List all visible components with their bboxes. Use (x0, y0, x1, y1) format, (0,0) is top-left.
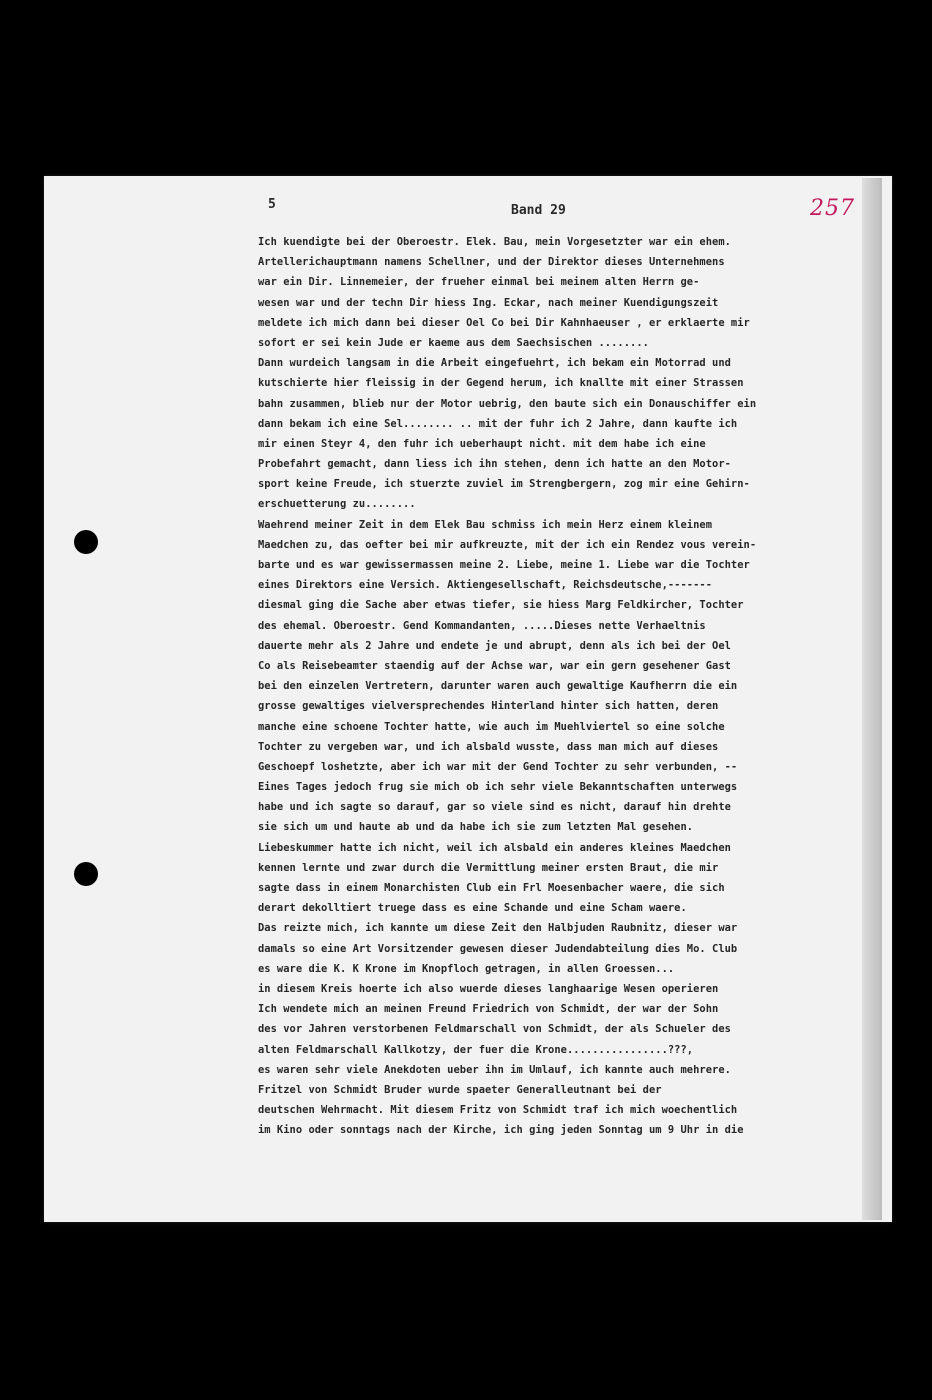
text-line: war ein Dir. Linnemeier, der frueher einmal bei meinem alten Herrn ge- (258, 276, 700, 289)
text-line: bei den einzelen Vertretern, darunter waren auch gewaltige Kaufherrn die ein (258, 680, 738, 693)
text-line: Co als Reisebeamter staendig auf der Achse war, war ein gern gesehener Gast (258, 659, 731, 672)
text-line: derart dekolltiert truege dass es eine Schande und eine Scham waere. (258, 902, 687, 915)
text-line: Das reizte mich, ich kannte um diese Zeit den Halbjuden Raubnitz, dieser war (258, 922, 738, 935)
text-line: Probefahrt gemacht, dann liess ich ihn stehen, denn ich hatte an den Motor- (258, 458, 731, 471)
text-line: Ich kuendigte bei der Oberoestr. Elek. Bau, mein Vorgesetzter war ein ehem. (258, 236, 731, 248)
text-line: Liebeskummer hatte ich nicht, weil ich alsbald ein anderes kleines Maedchen (258, 841, 731, 854)
text-line: manche eine schoene Tochter hatte, wie auch im Muehlviertel so eine solche (258, 720, 725, 733)
text-line: Tochter zu vergeben war, und ich alsbald wusste, dass man mich auf dieses (258, 740, 719, 753)
text-line: Eines Tages jedoch frug sie mich ob ich sehr viele Bekanntschaften unterwegs (258, 781, 738, 794)
text-line: Geschoepf loshetzte, aber ich war mit der Gend Tochter zu sehr verbunden, -- (258, 760, 738, 773)
text-line: sagte dass in einem Monarchisten Club ein Frl Moesenbacher waere, die sich (258, 882, 725, 894)
text-line: sport keine Freude, ich stuerzte zuviel im Strengbergern, zog mir eine Gehirn- (258, 478, 750, 491)
page-number: 5 (268, 197, 276, 212)
text-line: Dann wurdeich langsam in die Arbeit eingefuehrt, ich bekam ein Motorrad und (258, 357, 731, 370)
text-line: barte und es war gewissermassen meine 2. Liebe, meine 1. Liebe war die Tochter (258, 559, 750, 571)
text-line: habe und ich sagte so darauf, gar so viele sind es nicht, darauf hin drehte (258, 801, 731, 814)
text-line: es ware die K. K Krone im Knopfloch getragen, in allen Groessen... (258, 962, 675, 975)
text-line: des ehemal. Oberoestr. Gend Kommandanten, .....Dieses nette Verhaeltnis (258, 619, 706, 632)
text-line: meldete ich mich dann bei dieser Oel Co bei Dir Kahnhaeuser , er erklaerte mir (258, 316, 750, 329)
text-line: bahn zusammen, blieb nur der Motor uebrig, den baute sich ein Donauschiffer ein (258, 397, 757, 410)
text-line: dann bekam ich eine Sel........ .. mit der fuhr ich 2 Jahre, dann kaufte ich (258, 417, 738, 430)
text-line: eines Direktors eine Versich. Aktiengesellschaft, Reichsdeutsche,------- (258, 579, 713, 592)
text-line: im Kino oder sonntags nach der Kirche, ich ging jeden Sonntag um 9 Uhr in die (258, 1124, 744, 1137)
text-line: Artellerichauptmann namens Schellner, und der Direktor dieses Unternehmens (258, 256, 725, 269)
band-label: Band 29 (511, 203, 566, 218)
text-line: des vor Jahren verstorbenen Feldmarschall von Schmidt, der als Schueler des (258, 1023, 731, 1036)
text-line: sie sich um und haute ab und da habe ich sie zum letzten Mal gesehen. (258, 821, 694, 834)
text-line: dauerte mehr als 2 Jahre und endete je und abrupt, denn als ich bei der Oel (258, 639, 731, 652)
text-line: erschuetterung zu........ (258, 498, 416, 511)
text-line: kennen lernte und zwar durch die Vermittlung meiner ersten Braut, die mir (258, 861, 719, 874)
text-line: Maedchen zu, das oefter bei mir aufkreuzte, mit der ich ein Rendez vous verein- (258, 538, 757, 551)
text-line: deutschen Wehrmacht. Mit diesem Fritz von Schmidt traf ich mich woechentlich (258, 1104, 738, 1117)
text-line: Fritzel von Schmidt Bruder wurde spaeter Generalleutnant bei der (258, 1083, 662, 1096)
text-line: wesen war und der techn Dir hiess Ing. Eckar, nach meiner Kuendigungszeit (258, 296, 719, 309)
punch-hole-top (74, 530, 98, 554)
text-line: grosse gewaltiges vielversprechendes Hinterland hinter sich hatten, deren (258, 700, 719, 713)
text-line: Waehrend meiner Zeit in dem Elek Bau schmiss ich mein Herz einem kleinem (258, 518, 713, 531)
text-line: damals so eine Art Vorsitzender gewesen dieser Judendabteilung dies Mo. Club (258, 942, 738, 955)
text-line: es waren sehr viele Anekdoten ueber ihn im Umlauf, ich kannte auch mehrere. (258, 1063, 731, 1076)
typewritten-text (258, 232, 878, 1140)
text-line: diesmal ging die Sache aber etwas tiefer, sie hiess Marg Feldkircher, Tochter (258, 599, 744, 612)
text-line: alten Feldmarschall Kallkotzy, der fuer die Krone................???, (258, 1043, 694, 1056)
folio-number-handwritten: 257 (810, 196, 855, 221)
text-line: sofort er sei kein Jude er kaeme aus dem Saechsischen ........ (258, 336, 649, 349)
punch-hole-bottom (74, 862, 98, 886)
text-line: mir einen Steyr 4, den fuhr ich ueberhaupt nicht. mit dem habe ich eine (258, 437, 706, 450)
text-line: Ich wendete mich an meinen Freund Friedrich von Schmidt, der war der Sohn (258, 1003, 719, 1016)
text-line: kutschierte hier fleissig in der Gegend herum, ich knallte mit einer Strassen (258, 377, 744, 390)
text-line: in diesem Kreis hoerte ich also wuerde dieses langhaarige Wesen operieren (258, 982, 719, 995)
